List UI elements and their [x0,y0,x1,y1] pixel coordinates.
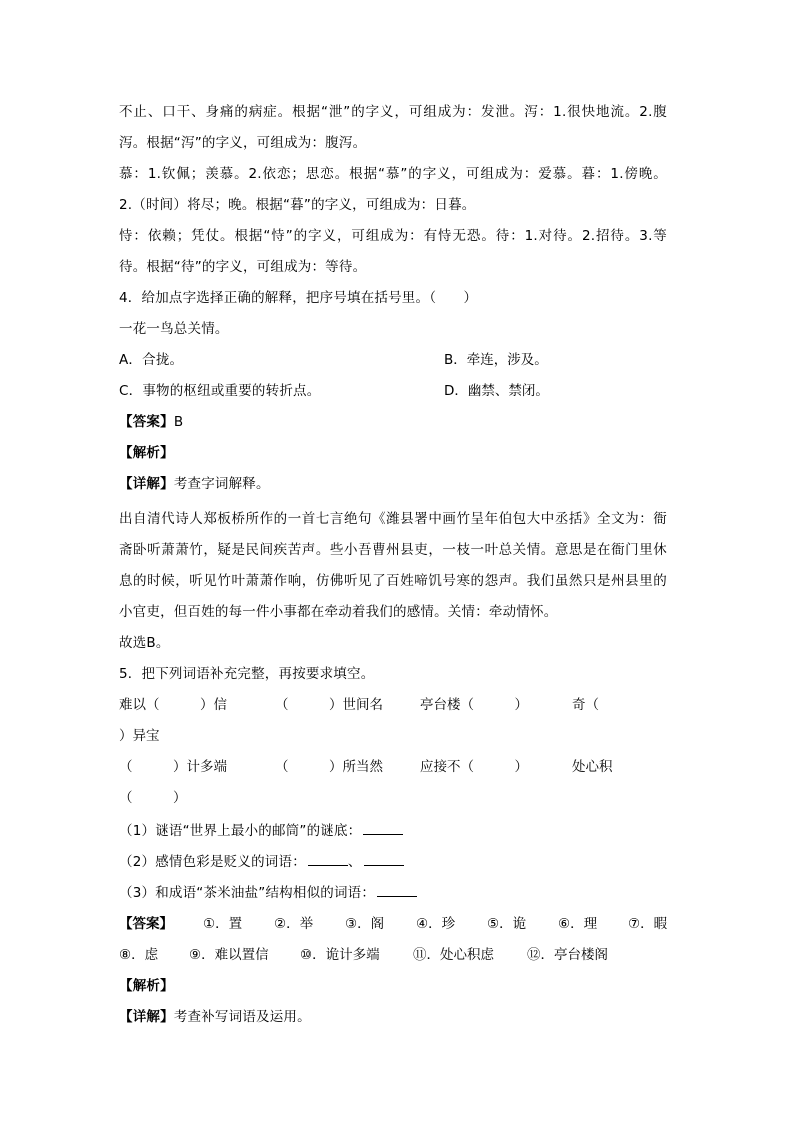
answer-blank [377,884,417,897]
answer-tag: 【答案】 [119,916,173,932]
answer-value: B [173,414,184,430]
answer-item: ⑥．理 [558,916,598,932]
analysis-tag: 【解析】 [119,445,174,461]
fill-item-wrap: （ ） [119,790,187,806]
explanation-line: 慕：1.钦佩；羡慕。2.依恋；思恋。根据“慕”的字义，可组成为：爱慕。暮：1.傍晚。 [119,166,667,182]
detail-line [119,1008,667,1026]
answer-item: ①．置 [203,916,243,932]
explanation-line: 小官吏，但百姓的每一件小事都在牵动着我们的感情。关情：牵动情怀。 [119,604,558,620]
answer-item: ⑫．亭台楼阁 [527,947,608,963]
answer-blank [363,822,403,835]
analysis-tag: 【解析】 [119,978,174,994]
fill-item-wrap: ）异宝 [119,728,160,744]
answer-item: ②．举 [274,916,314,932]
fill-item: （ ）世间名 [275,697,383,713]
fill-item: 亭台楼（ ） [420,697,528,713]
detail-tag: 【详解】 [119,1009,174,1025]
question-5-stem: 5．把下列词语补充完整，再按要求填空。 [119,666,375,682]
fill-item: 难以（ ）信 [119,697,227,713]
fill-item: 处心积 [572,759,613,775]
explanation-line: 恃：依赖；凭仗。根据“恃”的字义，可组成为：有恃无恐。待：1.对待。2.招待。3.等 [119,228,667,244]
fill-item: （ ）所当然 [275,759,383,775]
detail-text: 考查补写词语及运用。 [173,1009,311,1025]
question-4-sentence: 一花一鸟总关情。 [119,321,229,337]
sub-question-prefix: （1）谜语“世界上最小的邮筒”的谜底： [119,823,362,839]
explanation-line: 2.（时间）将尽；晚。根据“暮”的字义，可组成为：日暮。 [119,197,476,213]
sub-question-3 [119,884,667,902]
fill-item: 应接不（ ） [420,759,528,775]
sub-question-1 [119,822,667,840]
answer-item: ⑩．诡计多端 [300,947,380,963]
answer-item: ⑪．处心积虑 [413,947,494,963]
explanation-line: 待。根据“待”的字义，可组成为：等待。 [119,259,367,275]
explanation-line: 息的时候，听见竹叶萧萧作响，仿佛听见了百姓啼饥号寒的怨声。我们虽然只是州县里的 [119,573,667,589]
detail-text: 考查字词解释。 [173,476,270,492]
conclusion: 故选B。 [119,635,170,651]
explanation-line: 不止、口干、身痛的病症。根据“泄”的字义，可组成为：发泄。泻：1.很快地流。2.腹 [119,104,667,120]
option-d: D．幽禁、禁闭。 [444,383,549,399]
detail-tag: 【详解】 [119,476,174,492]
option-c: C．事物的枢纽或重要的转折点。 [119,383,321,399]
detail-line [119,475,667,493]
fill-item: 奇（ [572,697,599,713]
answer-item: ⑨．难以置信 [189,947,269,963]
explanation-line: 出自清代诗人郑板桥所作的一首七言绝句《潍县署中画竹呈年伯包大中丞括》全文为：衙 [119,511,667,527]
sub-question-2 [119,853,667,871]
sub-question-prefix: （3）和成语“茶米油盐”结构相似的词语： [119,885,376,901]
sub-question-prefix: （2）感情色彩是贬义的词语： [119,854,306,870]
answer-item: ④．珍 [416,916,456,932]
option-a: A．合拢。 [119,352,184,368]
answer-item: ⑦．暇 [628,916,668,932]
answer-tag: 【答案】 [119,414,174,430]
answer-blank [308,853,348,866]
question-4-stem: 4．给加点字选择正确的解释，把序号填在括号里。（ ） [119,290,478,306]
answer-item: ⑧．虑 [119,947,159,963]
answer-item: ③．阁 [345,916,385,932]
blank-separator: 、 [347,854,362,870]
explanation-line: 斋卧听萧萧竹，疑是民间疾苦声。些小吾曹州县吏，一枝一叶总关情。意思是在衙门里休 [119,542,667,558]
answer-line [119,413,667,431]
explanation-line: 泻。根据“泻”的字义，可组成为：腹泻。 [119,135,367,151]
fill-item: （ ）计多端 [119,759,227,775]
answer-blank [364,853,404,866]
option-b: B．牵连，涉及。 [444,352,548,368]
answer-item: ⑤．诡 [487,916,527,932]
